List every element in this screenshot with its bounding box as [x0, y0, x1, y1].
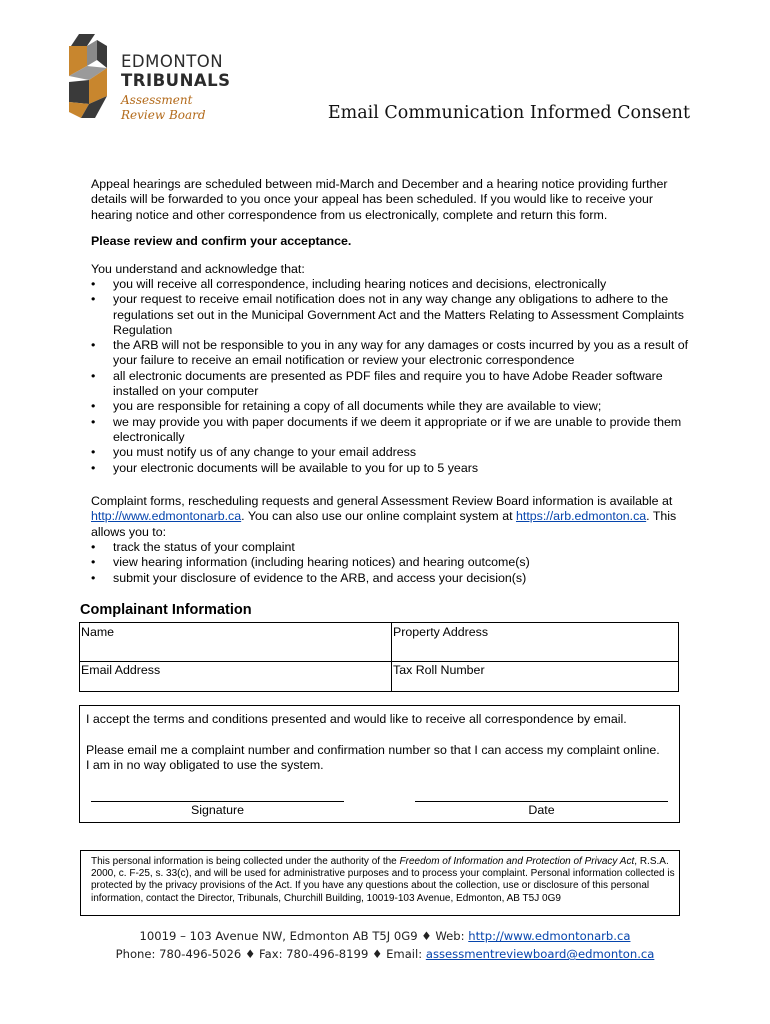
logo-wordmark-tribunals: TRIBUNALS [121, 71, 231, 90]
list-item: • the ARB will not be responsible to you in any way for any damages or costs incurred by you as a result of your failure to receive an email notification or review your electronic correspondence [91, 338, 691, 369]
complaint-text-3: . This allows you to: [91, 509, 677, 539]
footer-email-link[interactable]: assessmentreviewboard@edmonton.ca [425, 947, 655, 961]
list-item: • we may provide you with paper documents if we deem it appropriate or if we are unable to provide them electronically [91, 415, 691, 446]
list-item: • track the status of your complaint [91, 540, 691, 555]
edmontonarb-link[interactable]: http://www.edmontonarb.ca [91, 509, 242, 524]
consent-box [79, 705, 680, 823]
edmonton-tribunals-logo-icon [65, 32, 111, 120]
list-item: • you are responsible for retaining a copy of all documents while they are available to view; [91, 399, 691, 414]
property-address-field[interactable]: Property Address [393, 625, 489, 639]
signature-line[interactable] [91, 801, 344, 802]
complainant-info-heading: Complainant Information [80, 602, 252, 618]
list-item: • you must notify us of any change to your email address [91, 445, 691, 460]
privacy-notice-text [91, 856, 675, 905]
acknowledgement-list [91, 277, 691, 476]
arb-online-link[interactable]: https://arb.edmonton.ca [515, 509, 647, 524]
privacy-text-1: This personal information is being collected under the authority of the [91, 856, 400, 867]
name-field[interactable]: Name [81, 625, 115, 639]
table-divider [80, 661, 678, 662]
footer-web-link[interactable]: http://www.edmontonarb.ca [468, 929, 631, 943]
signature-label: Signature [190, 803, 245, 817]
logo-sub-review-board: Review Board [121, 108, 206, 122]
list-item: • all electronic documents are presented as PDF files and require you to have Adobe Reader software installed on your computer [91, 369, 691, 400]
complaint-info-paragraph [91, 494, 691, 540]
logo-sub-assessment: Assessment [121, 93, 193, 107]
list-item: • submit your disclosure of evidence to the ARB, and access your decision(s) [91, 571, 691, 586]
acknowledge-lead: You understand and acknowledge that: [91, 262, 305, 276]
footer-address: 10019 – 103 Avenue NW, Edmonton AB T5J 0G9 ♦ Web: [139, 929, 469, 943]
complaint-text-1: Complaint forms, rescheduling requests and general Assessment Review Board information is available at [91, 494, 673, 508]
intro-paragraph: Appeal hearings are scheduled between mid-March and December and a hearing notice providing further details will be forwarded to you once your appeal has been scheduled. If you would like to receive your hearing notice and other correspondence from us electronically, complete and return this form. [91, 177, 668, 222]
consent-email-me-text: Please email me a complaint number and confirmation number so that I can access my complaint online. [86, 743, 660, 757]
complaint-text-2: . You can also use our online complaint system at [241, 509, 516, 524]
complainant-info-table [79, 622, 679, 692]
list-item: • you will receive all correspondence, including hearing notices and decisions, electronically [91, 277, 691, 292]
tax-roll-number-field[interactable]: Tax Roll Number [393, 663, 485, 677]
footer-contact-line [0, 947, 770, 961]
consent-not-obligated-text: I am in no way obligated to use the system. [86, 758, 324, 772]
privacy-text-2: , R.S.A. 2000, c. F-25, s. 33(c), and will be used for administrative purposes and to process your complaint. Personal information collected is protected by the privacy provisions of the Act. If you have any questions about the collection, use or disclosure of this personal information, contact the Director, Tribunals, Churchill Building, 10019-103 Avenue, Edmonton, AB T5J 0G9 [91, 856, 675, 904]
email-address-field[interactable]: Email Address [81, 663, 161, 677]
document-title: Email Communication Informed Consent [327, 103, 690, 123]
table-divider [391, 623, 392, 691]
privacy-notice-box [80, 850, 680, 916]
complaint-features-list [91, 540, 691, 586]
date-label: Date [528, 803, 555, 817]
consent-accept-text: I accept the terms and conditions presented and would like to receive all correspondence by email. [86, 712, 627, 726]
footer-address-line [0, 929, 770, 943]
date-line[interactable] [415, 801, 668, 802]
list-item: • your request to receive email notification does not in any way change any obligations to adhere to the regulations set out in the Municipal Government Act and the Matters Relating to Assessment Complaints Regulation [91, 292, 691, 338]
footer-phone-fax: Phone: 780-496-5026 ♦ Fax: 780-496-8199 ♦ Email: [115, 947, 426, 961]
logo-wordmark-edmonton: EDMONTON [121, 52, 224, 71]
list-item: • view hearing information (including hearing notices) and hearing outcome(s) [91, 555, 691, 570]
privacy-act-name: Freedom of Information and Protection of Privacy Act [399, 856, 635, 867]
review-heading: Please review and confirm your acceptance. [91, 234, 352, 248]
list-item: • your electronic documents will be available to you for up to 5 years [91, 461, 691, 476]
